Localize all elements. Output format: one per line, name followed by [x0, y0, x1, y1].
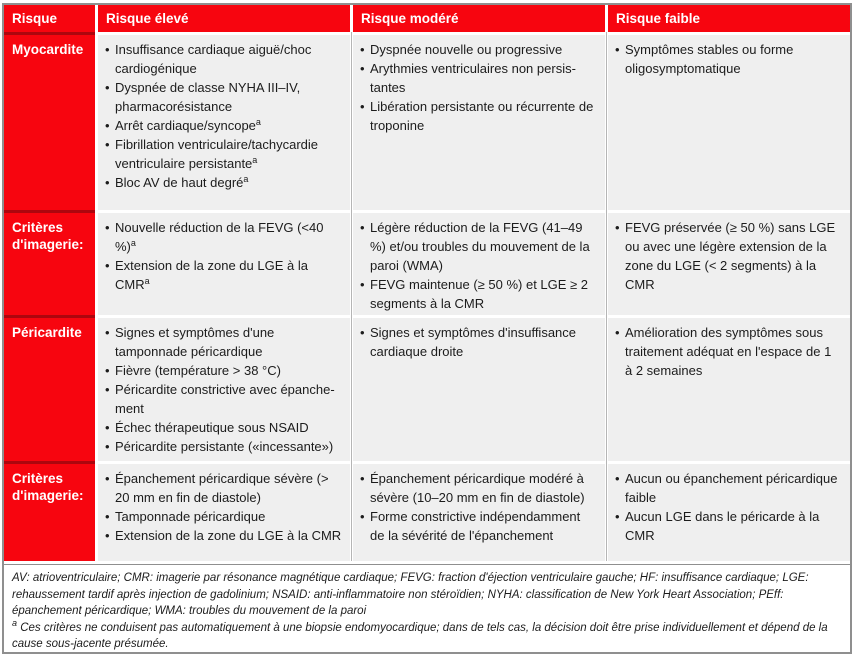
footnote-marker: a: [130, 238, 136, 248]
table-footnotes: [4, 564, 850, 652]
criteria-item: [105, 323, 342, 361]
criteria-list: [615, 323, 842, 380]
criteria-list: [360, 469, 597, 545]
cell-myocarditis-low: [608, 35, 850, 210]
cell-pericarditis-low: [608, 318, 850, 461]
cell-pericarditis-high: [98, 318, 350, 461]
footnote-marker: a: [12, 617, 18, 628]
criteria-item: [615, 323, 842, 380]
header-cell-high-risk: Risque élevé: [98, 5, 350, 32]
criteria-text: FEVG préservée (≥ 50 %) sans LGE ou avec une légère extension de la zone du LGE (< 2 segments) à la CMR: [625, 220, 836, 292]
footnote-marker: a: [243, 174, 249, 184]
criteria-text: FEVG maintenue (≥ 50 %) et LGE ≥ 2 segments à la CMR: [370, 277, 589, 311]
cell-imaging2-moderate: [353, 464, 605, 561]
criteria-item: [360, 97, 597, 135]
criteria-text: Extension de la zone du LGE à la CMR: [115, 258, 308, 292]
criteria-list: [360, 323, 597, 361]
footnote-text: Ces critères ne conduisent pas automatiquement à une biopsie endomyocardique; dans de tels cas, la décision doit être prise individuellement et dépend de la cause sous-jacente présumée.: [12, 621, 828, 650]
criteria-text: Symptômes stables ou forme oligosymptomatique: [625, 42, 794, 76]
criteria-text: Dyspnée de classe NYHA III–IV, pharmacorésistance: [115, 80, 301, 114]
criteria-item: [105, 507, 342, 526]
criteria-list: [360, 218, 597, 313]
cell-imaging2-low: [608, 464, 850, 561]
criteria-text: Insuffisance cardiaque aiguë/choc cardiogénique: [115, 42, 312, 76]
criteria-text: Épanchement péricardique modéré à sévère (10–20 mm en fin de diastole): [370, 471, 585, 505]
criteria-text: Forme constrictive indépendamment de la sévérité de l'épanchement: [370, 509, 581, 543]
criteria-item: [360, 218, 597, 275]
criteria-text: Signes et symptômes d'une tamponnade péricardique: [115, 325, 275, 359]
criteria-item: [615, 40, 842, 78]
criteria-item: [360, 59, 597, 97]
header-cell-moderate-risk: Risque modéré: [353, 5, 605, 32]
risk-classification-table: [2, 3, 852, 654]
criteria-item: [105, 256, 342, 294]
criteria-text: Fièvre (température > 38 °C): [115, 363, 281, 378]
criteria-text: Amélioration des symptômes sous traitement adéquat en l'espace de 1 à 2 semaines: [625, 325, 832, 378]
criteria-item: [615, 218, 842, 294]
criteria-text: Arythmies ventriculaires non persistantes: [370, 61, 576, 95]
criteria-text: Dyspnée nouvelle ou progressive: [370, 42, 563, 57]
column-separator: [351, 32, 352, 561]
criteria-text: Arrêt cardiaque/syncope: [115, 118, 256, 133]
criteria-text: Nouvelle réduction de la FEVG (<40 %): [115, 220, 324, 254]
footnote-marker: a: [252, 155, 258, 165]
criteria-list: [360, 40, 597, 135]
row-label-pericarditis: Péricardite: [4, 318, 95, 461]
criteria-text: Épanchement péricardique sévère (> 20 mm en fin de diastole): [115, 471, 329, 505]
criteria-item: [105, 78, 342, 116]
footnote-marker: a: [144, 276, 150, 286]
criteria-item: [105, 361, 342, 380]
criteria-text: Bloc AV de haut degré: [115, 175, 244, 190]
criteria-item: [360, 469, 597, 507]
criteria-text: Fibrillation ventriculaire/tachycardie ventriculaire persistante: [115, 137, 319, 171]
criteria-list: [615, 218, 842, 294]
cell-myocarditis-moderate: [353, 35, 605, 210]
criteria-list: [105, 40, 342, 192]
criteria-text: Échec thérapeutique sous NSAID: [115, 420, 309, 435]
criteria-list: [615, 469, 842, 545]
criteria-item: [360, 507, 597, 545]
criteria-item: [105, 469, 342, 507]
cell-imaging1-high: [98, 213, 350, 315]
cell-imaging1-moderate: [353, 213, 605, 315]
criteria-item: [615, 507, 842, 545]
criteria-list: [105, 469, 342, 545]
cell-imaging2-high: [98, 464, 350, 561]
criteria-item: [105, 380, 342, 418]
criteria-item: [105, 218, 342, 256]
criteria-list: [615, 40, 842, 78]
criteria-text: Aucun ou épanchement péricardique faible: [625, 471, 838, 505]
criteria-text: Péricardite constrictive avec épanchement: [115, 382, 335, 416]
criteria-item: [105, 526, 342, 545]
row-label-myocarditis: Myocardite: [4, 35, 95, 210]
criteria-list: [105, 323, 342, 456]
criteria-item: [105, 135, 342, 173]
criteria-item: [360, 323, 597, 361]
criteria-item: [105, 437, 342, 456]
criteria-text: Légère réduction de la FEVG (41–49 %) et/ou troubles du mouvement de la paroi (WMA): [370, 220, 590, 273]
abbreviations-note: AV: atrioventriculaire; CMR: imagerie par résonance magnétique cardiaque; FEVG: fraction d'éjection ventriculaire gauche; HF: insuffisance cardiaque; LGE: rehaussement tardif après injection de gadolinium; NSAID: anti-inflammatoire non stéroïdien; NYHA: classification de New York Heart Association; PEff: épanchement péricardique; WMA: troubles du mouvement de la paroi: [12, 572, 809, 617]
footnote-marker: a: [255, 117, 261, 127]
criteria-item: [105, 418, 342, 437]
criteria-text: Extension de la zone du LGE à la CMR: [115, 528, 342, 543]
criteria-list: [105, 218, 342, 294]
column-separator: [606, 32, 607, 561]
criteria-item: [105, 40, 342, 78]
criteria-item: [105, 116, 342, 135]
criteria-item: [615, 469, 842, 507]
footnote-a: [12, 617, 840, 653]
cell-pericarditis-moderate: [353, 318, 605, 461]
row-label-imaging-criteria-pericarditis: Critères d'imagerie:: [4, 464, 95, 561]
criteria-item: [105, 173, 342, 192]
cell-myocarditis-high: [98, 35, 350, 210]
row-label-imaging-criteria-myocarditis: Critères d'imagerie:: [4, 213, 95, 315]
criteria-text: Péricardite persistante («incessante»): [115, 439, 334, 454]
criteria-item: [360, 40, 597, 59]
criteria-text: Tamponnade péricardique: [115, 509, 266, 524]
criteria-text: Libération persistante ou récurrente de troponine: [370, 99, 594, 133]
header-cell-low-risk: Risque faible: [608, 5, 850, 32]
cell-imaging1-low: [608, 213, 850, 315]
header-cell-risk: Risque: [4, 5, 95, 32]
criteria-text: Aucun LGE dans le péricarde à la CMR: [625, 509, 820, 543]
criteria-item: [360, 275, 597, 313]
criteria-text: Signes et symptômes d'insuffisance cardiaque droite: [370, 325, 577, 359]
